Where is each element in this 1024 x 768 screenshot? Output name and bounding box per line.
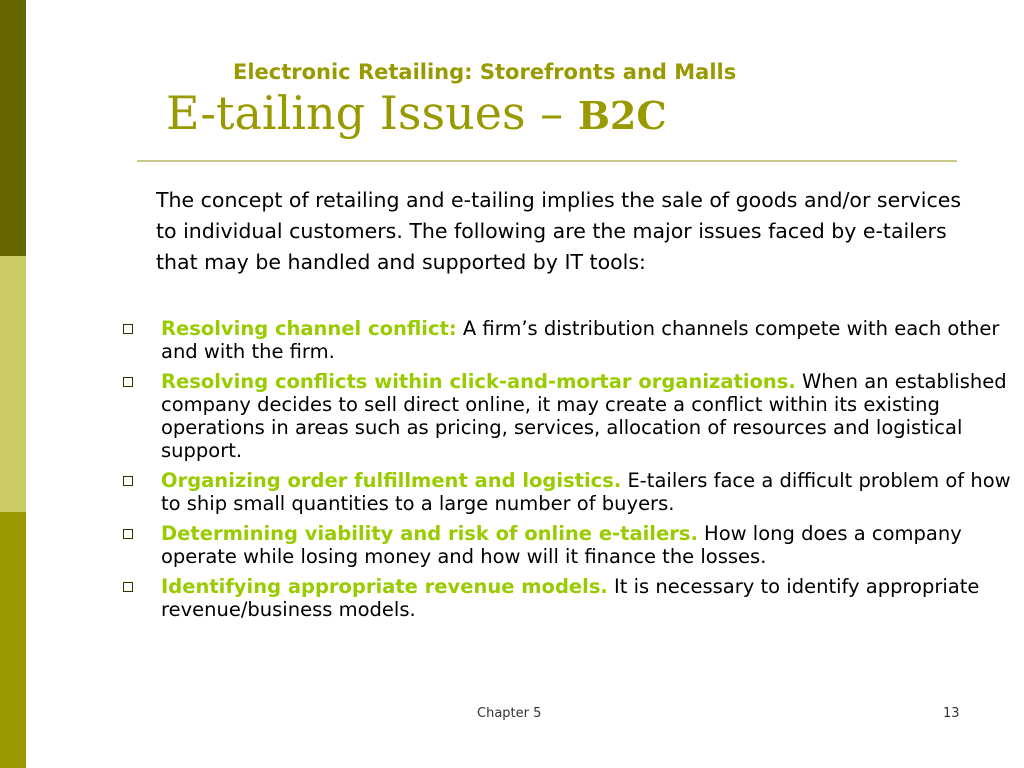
footer-chapter: Chapter 5 bbox=[477, 706, 542, 721]
bullet-text: A firm’s distribution channels compete with each other and with the firm. bbox=[161, 317, 1000, 363]
square-bullet-icon bbox=[123, 324, 133, 334]
issues-list bbox=[120, 317, 1022, 628]
square-bullet-icon bbox=[123, 377, 133, 387]
bullet-text: When an established company decides to sell direct online, it may create a conflict within its existing operations in areas such as pricing, services, allocation of resources and logistical support. bbox=[161, 370, 1007, 462]
bullet-text: It is necessary to identify appropriate revenue/business models. bbox=[161, 575, 980, 621]
slide-title-suffix: B2C bbox=[577, 93, 667, 138]
slide-title-main: E-tailing Issues – bbox=[166, 86, 578, 140]
slide-title bbox=[166, 86, 667, 141]
bullet-text: E-tailers face a difficult problem of how to ship small quantities to a large number of buyers. bbox=[161, 469, 1011, 515]
side-bar-top bbox=[0, 0, 26, 256]
bullet-heading: Determining viability and risk of online e-tailers. bbox=[161, 522, 698, 545]
title-divider bbox=[137, 160, 957, 162]
bullet-heading: Resolving conflicts within click-and-mortar organizations. bbox=[161, 370, 796, 393]
bullet-heading: Organizing order fulfillment and logistics. bbox=[161, 469, 622, 492]
side-bar-bottom bbox=[0, 512, 26, 768]
square-bullet-icon bbox=[123, 529, 133, 539]
bullet-heading: Resolving channel conflict: bbox=[161, 317, 457, 340]
page-number: 13 bbox=[943, 706, 960, 721]
intro-paragraph: The concept of retailing and e-tailing implies the sale of goods and/or services to individual customers. The following are the major issues faced by e-tailers that may be handled and supported by IT tools: bbox=[156, 188, 962, 274]
side-bar-middle bbox=[0, 256, 26, 512]
square-bullet-icon bbox=[123, 476, 133, 486]
list-item bbox=[120, 575, 1022, 621]
bullet-text: How long does a company operate while losing money and how will it finance the losses. bbox=[161, 522, 962, 568]
list-item bbox=[120, 469, 1022, 515]
list-item bbox=[120, 370, 1022, 462]
square-bullet-icon bbox=[123, 582, 133, 592]
list-item bbox=[120, 522, 1022, 568]
slide-subtitle: Electronic Retailing: Storefronts and Malls bbox=[233, 60, 737, 84]
bullet-heading: Identifying appropriate revenue models. bbox=[161, 575, 608, 598]
list-item bbox=[120, 317, 1022, 363]
